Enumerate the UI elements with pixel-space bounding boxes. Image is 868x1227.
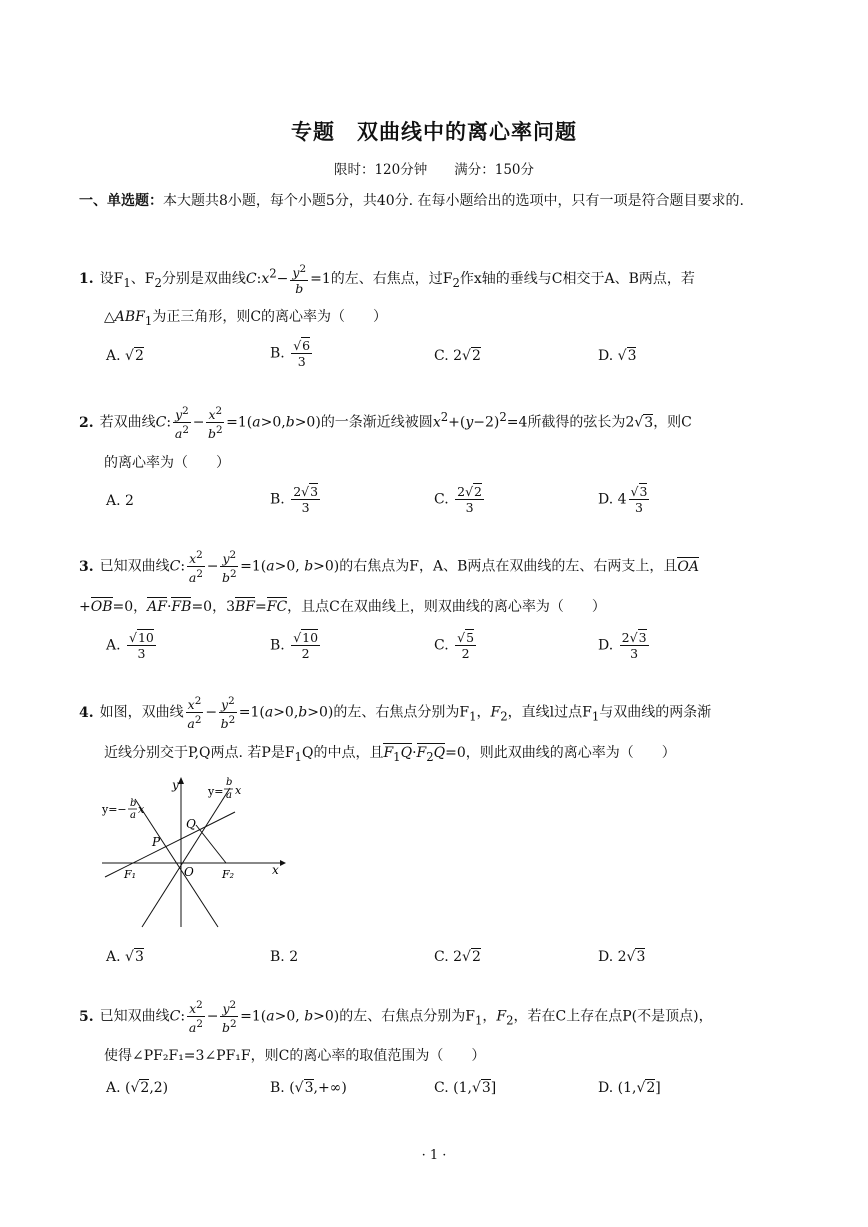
origin-label: O [184, 865, 194, 879]
q2-option-b-label: B. [270, 491, 285, 508]
asymptote-right-eq: y= [208, 785, 224, 798]
q5-option-a[interactable]: A. (√2,2) [106, 1080, 169, 1096]
q4-option-d-label: D. [598, 949, 614, 965]
asym-left-x: x [138, 803, 145, 816]
question-5-number: 5. [79, 1008, 94, 1025]
q1-text-e: 作x轴的垂线与C相交于A、B两点，若 [459, 271, 695, 288]
point-f1-label: F₁ [124, 868, 137, 881]
q5-line2-text: 使得∠PF₂F₁=3∠PF₁F，则C的离心率的取值范围为（ ） [104, 1048, 486, 1064]
asymptote-left-eq: y=− [102, 803, 127, 816]
q1-text-c: 分别是双曲线 [161, 271, 246, 288]
q3-option-b-label: B. [270, 637, 285, 654]
q3-text-b: 的右焦点为F，A、B两点在双曲线的左、右两支上，且 [339, 558, 678, 575]
q3-option-a[interactable]: A. $\frac{√10}{3}$ [106, 630, 154, 661]
q3-line2-a: ， [133, 599, 148, 615]
q5-option-c[interactable]: C. (1,√3] [434, 1080, 497, 1096]
point-f2-label: F₂ [222, 868, 235, 881]
hyperbola-figure [100, 772, 290, 932]
question-3-line-2: +OB=0，AF·FB=0，3BF=FC，且点C在双曲线上，则双曲线的离心率为（ ） [79, 599, 606, 615]
q2-option-a-label: A. 2 [106, 493, 134, 509]
point-p-label: P [152, 835, 161, 849]
question-2-line-1: 2. 若双曲线C: $\frac{y^2}{a^2}$ − $\frac{x^2}{b^2}$ =1(a>0,b>0)的一条渐近线被圆$x^2+(y-2)^2=4$所截得的弦长为2√3，则C [79, 405, 692, 442]
question-3-number: 3. [79, 558, 94, 575]
q2-option-d-label: D. 4 [598, 491, 627, 508]
q4-option-a-label: A. [106, 949, 121, 965]
q3-option-c-label: C. [434, 637, 449, 654]
asymptote-positive [142, 788, 230, 927]
q4-text-b: 的左、右焦点分别为F [333, 704, 470, 721]
question-3-line-1: 3. 已知双曲线C: $\frac{x^2}{a^2}$ − $\frac{y^2}{b^2}$ =1(a>0, b>0)的右焦点为F，A、B两点在双曲线的左、右两支上，且OA [79, 549, 699, 586]
q2-line2-text: 的离心率为（ ） [104, 455, 230, 471]
q4-text-d: 与双曲线的两条渐 [599, 704, 712, 721]
q3-option-d-label: D. [598, 637, 614, 654]
q1-line2-text: 为正三角形，则C的离心率为（ ） [152, 309, 388, 325]
section-intro [79, 185, 795, 217]
page-subtitle: 限时：120分钟 满分：150分 [333, 162, 535, 178]
q2-text-c: 所截得的弦长为 [527, 414, 626, 431]
asym-right-x: x [235, 784, 242, 797]
question-1-line-2: $\triangle ABF_1$为正三角形，则C的离心率为（ ） [104, 309, 388, 328]
q5-option-b[interactable]: B. (√3,+∞) [270, 1080, 347, 1096]
q5-option-d-label: D. (1, [598, 1080, 637, 1096]
q1-option-c[interactable]: C. 2√2 [434, 348, 481, 364]
question-2-number: 2. [79, 414, 94, 431]
q5-option-b-label: B. ( [270, 1080, 295, 1096]
q4-text-c: ，直线l过点F [507, 704, 592, 721]
q5-text-c: ，若在C上存在点P(不是顶点)， [513, 1008, 713, 1025]
q1-option-b-label: B. [270, 345, 285, 362]
question-5-line-2 [104, 1045, 485, 1065]
question-1-line-1: 1. 设$F_1$、$F_2$分别是双曲线$C:x^2-$ $\frac{y^2}{b}$ =1的左、右焦点，过$F_2$作x轴的垂线与C相交于A、B两点，若 [79, 263, 695, 297]
x-axis-label: x [272, 863, 279, 877]
q5-option-c-label: C. (1, [434, 1080, 472, 1096]
q2-option-d[interactable]: D. 4 $\frac{√3}{3}$ [598, 484, 648, 515]
y-axis-label: y [172, 778, 179, 792]
q1-text-b: 、F [130, 271, 155, 288]
x-axis-arrow [280, 860, 286, 866]
q1-option-a[interactable]: A. √2 [106, 348, 144, 364]
q5-option-d[interactable]: D. (1,√2] [598, 1080, 661, 1096]
q5-option-a-label: A. ( [106, 1080, 131, 1096]
q2-option-c-label: C. [434, 491, 449, 508]
q2-text-a: 若双曲线 [99, 414, 156, 431]
q3-option-b[interactable]: B. $\frac{√10}{2}$ [270, 630, 319, 661]
q3-line2-b: ，且点C在双曲线上，则双曲线的离心率为（ ） [287, 599, 606, 615]
page-title: 专题 双曲线中的离心率问题 [291, 119, 577, 144]
q3-option-c[interactable]: C. $\frac{√5}{2}$ [434, 630, 475, 661]
q1-text-d: 的左、右焦点，过F [330, 271, 453, 288]
q3-text-a: 已知双曲线 [99, 558, 170, 575]
q3-option-a-label: A. [106, 637, 121, 654]
asym-right-num: b [226, 777, 233, 788]
q1-option-d[interactable]: D. √3 [598, 348, 637, 364]
q2-option-a[interactable] [106, 493, 134, 509]
q2-text-b: 的一条渐近线被圆 [320, 414, 433, 431]
q4-option-c[interactable]: C. 2√2 [434, 949, 481, 965]
asym-right-den: a [226, 790, 232, 801]
question-4-line-2: 近线分别交于P,Q两点. 若P是$F_1Q$的中点，且$F_1Q\cdot F_2Q=0$，则此双曲线的离心率为（ ） [104, 745, 676, 764]
q5-text-a: 已知双曲线 [99, 1008, 170, 1025]
section-text: 本大题共8小题，每个小题5分，共40分. 在每小题给出的选项中，只有一项是符合题目要求的. [163, 193, 744, 209]
question-2-line-2 [104, 452, 230, 472]
q5-text-b: 的左、右焦点分别为F [339, 1008, 475, 1025]
q4-option-d[interactable]: D. 2√3 [598, 949, 646, 965]
section-heading: 一、单选题： [79, 193, 163, 209]
q2-text-d: ，则C [653, 414, 692, 431]
question-4-line-1: 4. 如图，双曲线 $\frac{x^2}{a^2}$ − $\frac{y^2}{b^2}$ =1(a>0,b>0)的左、右焦点分别为$F_1$，$F_2$，直线l过点$F_1$与双曲线的两条渐 [79, 695, 712, 732]
q1-option-d-label: D. [598, 348, 614, 364]
q4-option-b-label: B. 2 [270, 949, 299, 965]
q4-option-a[interactable]: A. √3 [106, 949, 144, 965]
question-1-number: 1. [79, 271, 94, 288]
q1-option-a-label: A. [106, 348, 121, 364]
q4-text-a: 如图，双曲线 [99, 704, 184, 721]
asym-left-den: a [130, 810, 136, 821]
asym-left-num: b [130, 798, 137, 809]
q4-option-b[interactable] [270, 949, 298, 965]
segment-qf2 [196, 825, 226, 863]
q1-option-b[interactable]: B. $\frac{√6}{3}$ [270, 338, 311, 369]
q1-option-c-label: C. [434, 348, 449, 364]
q4-line2-a: 近线分别交于P,Q两点. 若P是F [104, 745, 295, 761]
q2-option-b[interactable]: B. $\frac{2√3}{3}$ [270, 484, 319, 515]
question-4-number: 4. [79, 704, 94, 721]
q3-option-d[interactable]: D. $\frac{2√3}{3}$ [598, 630, 647, 661]
question-5-line-1: 5. 已知双曲线C: $\frac{x^2}{a^2}$ − $\frac{y^2}{b^2}$ =1(a>0, b>0)的左、右焦点分别为$F_1$，$F_2$，若在C上存在点P(不是顶点)， [79, 999, 713, 1036]
q1-text-a: 设F [99, 271, 124, 288]
page-number: · 1 · [421, 1148, 447, 1163]
q2-option-c[interactable]: C. $\frac{2√2}{3}$ [434, 484, 482, 515]
q4-line2-c: ，则此双曲线的离心率为（ ） [465, 745, 676, 761]
q4-option-c-label: C. [434, 949, 449, 965]
y-axis-arrow [178, 777, 184, 784]
q4-line2-b: Q的中点，且 [301, 745, 384, 761]
point-q-label: Q [186, 817, 196, 831]
